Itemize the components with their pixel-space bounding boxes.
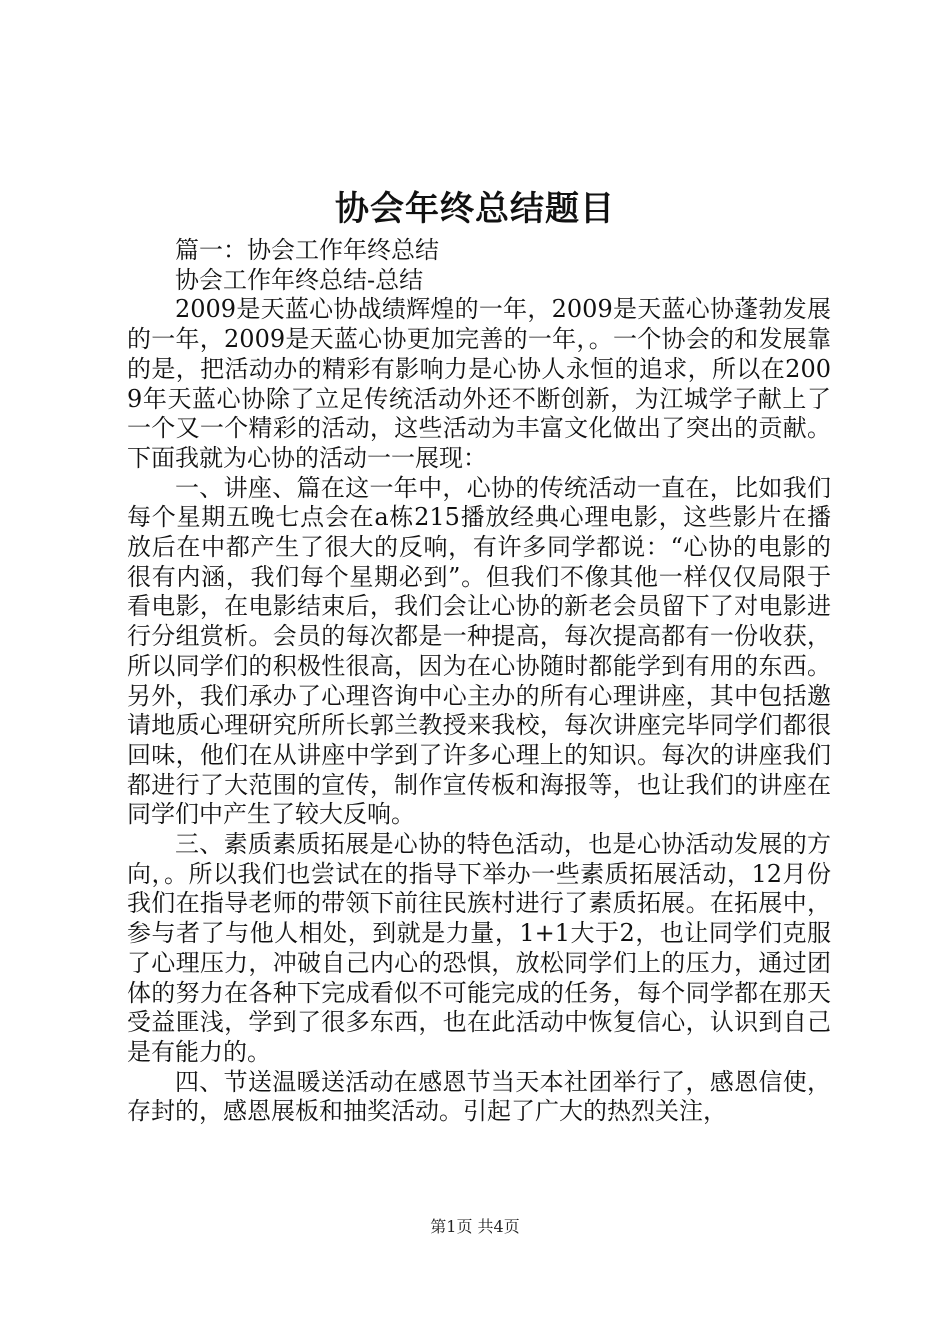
page-footer: 第1页 共4页 <box>430 1217 520 1236</box>
body-paragraph-intro: 2009是天蓝心协战绩辉煌的一年，2009是天蓝心协蓬勃发展的一年，2009是天蓝心协更加完善的一年，。一个协会的和发展靠的是，把活动办的精彩有影响力是心协人永恒的追求，所以在2009年天蓝心协除了立足传统活动外还不断创新，为江城学子献上了一个又一个精彩的活动，这些活动为丰富文化做出了突出的贡献。下面我就为心协的活动一一展现： <box>127 295 831 472</box>
body-paragraph-quality-expansion: 三、素质素质拓展是心协的特色活动，也是心协活动发展的方向，。所以我们也尝试在的指导下举办一些素质拓展活动，12月份我们在指导老师的带领下前往民族村进行了素质拓展。在拓展中，参与者了与他人相处，到就是力量，1+1大于2，也让同学们克服了心理压力，冲破自己内心的恐惧，放松同学们上的压力，通过团体的努力在各种下完成看似不可能完成的任务，每个同学都在那天受益匪浅，学到了很多东西，也在此活动中恢复信心，认识到自己是有能力的。 <box>127 830 831 1066</box>
body-paragraph-lectures: 一、讲座、篇在这一年中，心协的传统活动一直在，比如我们每个星期五晚七点会在a栋215播放经典心理电影，这些影片在播放后在中都产生了很大的反响，有许多同学都说：“心协的电影的很有内涵，我们每个星期必到”。但我们不像其他一样仅仅局限于看电影，在电影结束后，我们会让心协的新老会员留下了对电影进行分组赏析。会员的每次都是一种提高，每次提高都有一份收获，所以同学们的积极性很高，因为在心协随时都能学到有用的东西。另外，我们承办了心理咨询中心主办的所有心理讲座，其中包括邀请地质心理研究所所长郭兰教授来我校，每次讲座完毕同学们都很回味，他们在从讲座中学到了许多心理上的知识。每次的讲座我们都进行了大范围的宣传，制作宣传板和海报等，也让我们的讲座在同学们中产生了较大反响。 <box>127 473 831 829</box>
section-heading: 篇一：协会工作年终总结 <box>175 236 439 264</box>
document-body <box>127 236 831 1127</box>
body-paragraph-thanksgiving: 四、节送温暖送活动在感恩节当天本社团举行了，感恩信使，存封的，感恩展板和抽奖活动。引起了广大的热烈关注， <box>127 1067 831 1126</box>
document-title: 协会年终总结题目 <box>335 189 615 229</box>
subsection-heading: 协会工作年终总结-总结 <box>175 265 424 294</box>
